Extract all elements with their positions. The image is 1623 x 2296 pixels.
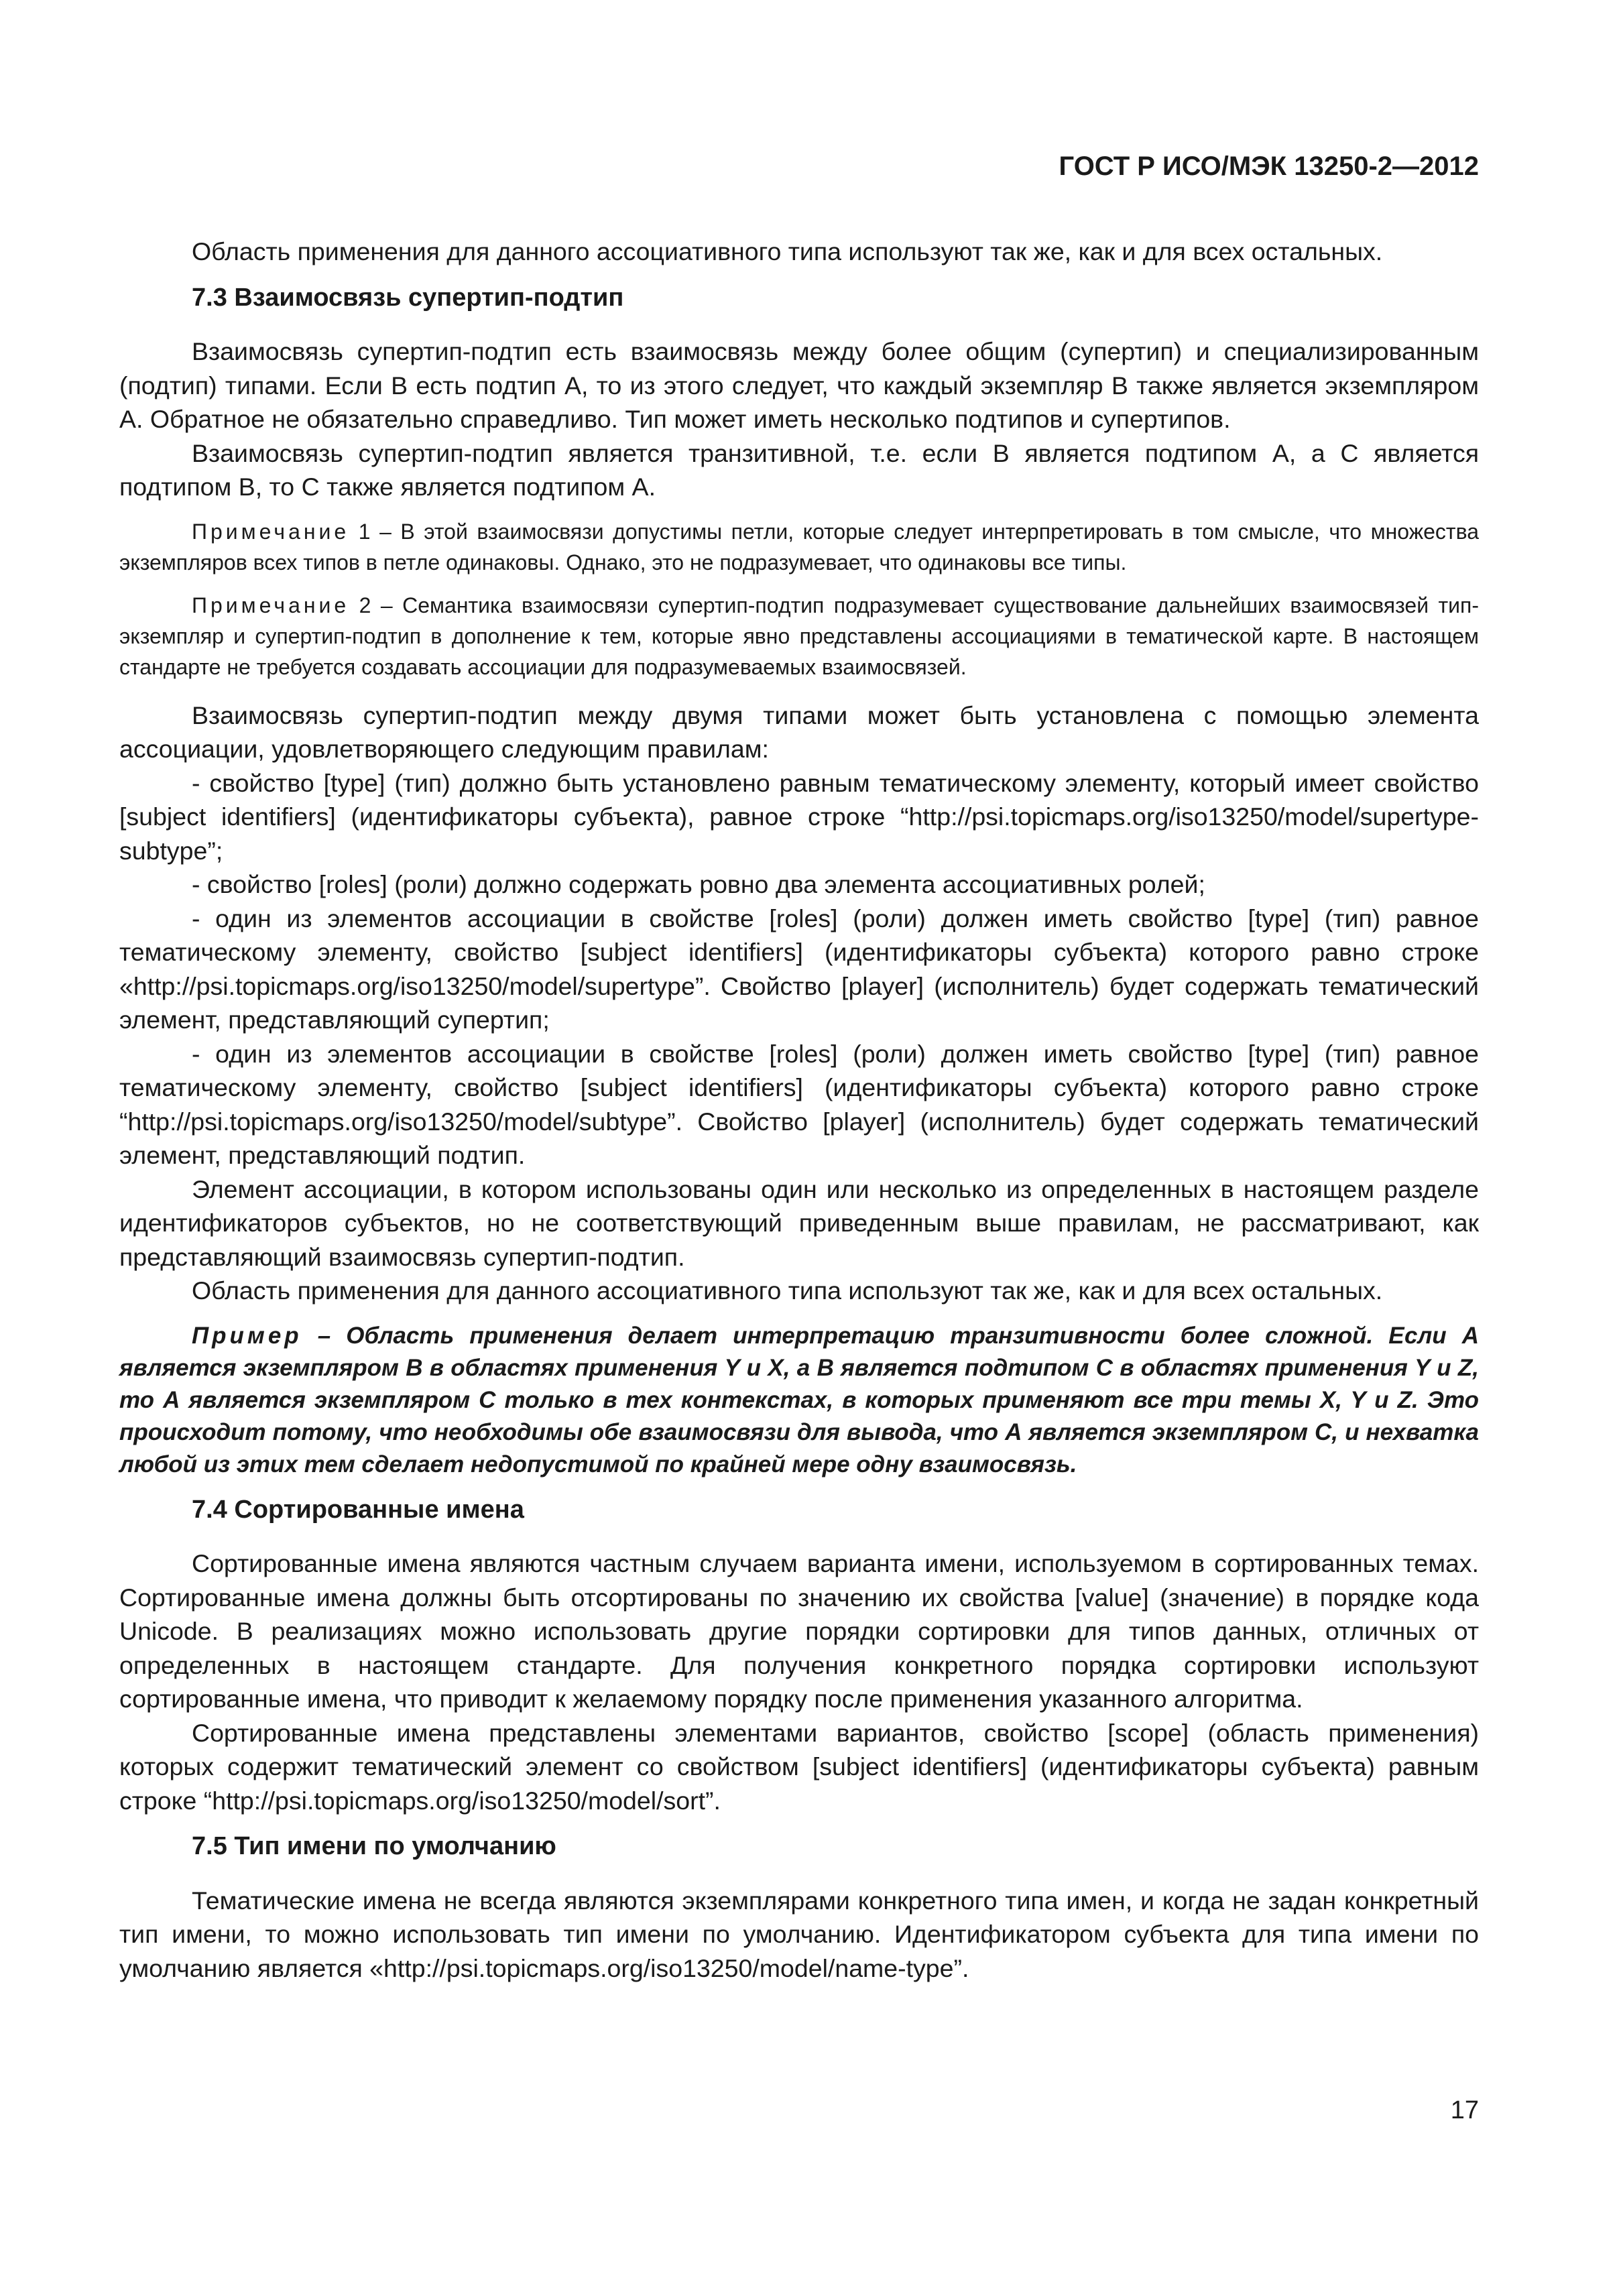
intro-paragraph: Область применения для данного ассоциативного типа используют так же, как и для всех остальных. bbox=[192, 237, 1383, 265]
section-7-5-title: 7.5 Тип имени по умолчанию bbox=[192, 1832, 556, 1860]
note-1-label: Примечание bbox=[192, 519, 350, 544]
s73-example bbox=[119, 1320, 1479, 1481]
s75-paragraph-1: Тематические имена не всегда являются экземплярами конкретного типа имен, и когда не задан конкретный тип имени, то можно использовать тип имени по умолчанию. Идентификатором субъекта для типа имени по умолчанию является «http://psi.topicmaps.org/iso13250/model/name-type”. bbox=[119, 1886, 1479, 1982]
s73-rule-3: - один из элементов ассоциации в свойстве [roles] (роли) должен иметь свойство [type] (тип) равное тематическому элементу, свойство [subject identifiers] (идентификаторы субъекта) которого равно строке «http://psi.topicmaps.org/iso13250/model/supertype”. Свойство [player] (исполнитель) будет содержать тематический элемент, представляющий супертип; bbox=[119, 904, 1479, 1034]
s73-paragraph-4: Элемент ассоциации, в котором использованы один или несколько из определенных в настоящем разделе идентификаторов субъектов, но не соответствующий приведенным выше правилам, не рассматривают, как представляющий взаимосвязь супертип-подтип. bbox=[119, 1174, 1479, 1271]
document-code-header: ГОСТ Р ИСО/МЭК 13250-2—2012 bbox=[1059, 152, 1479, 181]
example-label: Пример bbox=[192, 1322, 302, 1349]
section-7-3-title: 7.3 Взаимосвязь супертип-подтип bbox=[192, 283, 624, 312]
s73-paragraph-3: Взаимосвязь супертип-подтип между двумя типами может быть установлена с помощью элемента ассоциации, удовлетворяющего следующим правилам: bbox=[119, 701, 1479, 763]
note-2-text: 2 – Семантика взаимосвязи супертип-подтип подразумевает существование дальнейших взаимосвязей тип-экземпляр и супертип-подтип в дополнение к тем, которые явно представлены ассоциациями в тематической карте. В настоящем стандарте не требуется создавать ассоциации для подразумеваемых взаимосвязей. bbox=[119, 593, 1480, 679]
page-number: 17 bbox=[1450, 2096, 1479, 2124]
s73-paragraph-5: Область применения для данного ассоциативного типа используют так же, как и для всех остальных. bbox=[192, 1276, 1383, 1305]
section-7-4-title: 7.4 Сортированные имена bbox=[192, 1495, 524, 1524]
s74-paragraph-2: Сортированные имена представлены элементами вариантов, свойство [scope] (область применения) которых содержит тематический элемент со свойством [subject identifiers] (идентификаторы субъекта) равным строке “http://psi.topicmaps.org/iso13250/model/sort”. bbox=[119, 1718, 1479, 1815]
s74-paragraph-1: Сортированные имена являются частным случаем варианта имени, используемом в сортированных темах. Сортированные имена должны быть отсортированы по значению их свойства [value] (значение) в порядке кода Unicode. В реализациях можно использовать другие порядки сортировки для типов данных, отличных от определенных в настоящем стандарте. Для получения конкретного порядка сортировки используют сортированные имена, что приводит к желаемому порядку после применения указанного алгоритма. bbox=[119, 1549, 1479, 1713]
s73-rule-4: - один из элементов ассоциации в свойстве [roles] (роли) должен иметь свойство [type] (тип) равное тематическому элементу, свойство [subject identifiers] (идентификаторы субъекта) которого равно строке “http://psi.topicmaps.org/iso13250/model/subtype”. Свойство [player] (исполнитель) будет содержать тематический элемент, представляющий подтип. bbox=[119, 1039, 1479, 1169]
s73-rule-2: - свойство [roles] (роли) должно содержать ровно два элемента ассоциативных ролей; bbox=[192, 870, 1205, 898]
s73-note-2 bbox=[119, 590, 1479, 682]
example-text: – Область применения делает интерпретацию транзитивности более сложной. Если А является экземпляром В в областях применения Y и X, а В является подтипом С в областях применения Y и Z, то А является экземпляром С только в тех контекстах, в которых применяют все три темы X, Y и Z. Это происходит потому, что необходимы обе взаимосвязи для вывода, что А является экземпляром С, и нехватка любой из этих тем сделает недопустимой по крайней мере одну взаимосвязь. bbox=[119, 1322, 1479, 1477]
note-2-label: Примечание bbox=[192, 593, 350, 617]
s73-rule-1: - свойство [type] (тип) должно быть установлено равным тематическому элементу, который имеет свойство [subject identifiers] (идентификаторы субъекта), равное строке “http://psi.topicmaps.org/iso13250/model/supertype-subtype”; bbox=[119, 768, 1479, 865]
s73-paragraph-2: Взаимосвязь супертип-подтип является транзитивной, т.е. если В является подтипом А, а С является подтипом В, то С также является подтипом А. bbox=[119, 438, 1479, 501]
s73-paragraph-1: Взаимосвязь супертип-подтип есть взаимосвязь между более общим (супертип) и специализированным (подтип) типами. Если В есть подтип А, то из этого следует, что каждый экземпляр В также является экземпляром А. Обратное не обязательно справедливо. Тип может иметь несколько подтипов и супертипов. bbox=[119, 337, 1479, 433]
note-1-text: 1 – В этой взаимосвязи допустимы петли, которые следует интерпретировать в том смысле, что множества экземпляров всех типов в петле одинаковы. Однако, это не подразумевает, что одинаковы все типы. bbox=[119, 519, 1480, 575]
s73-note-1 bbox=[119, 516, 1479, 578]
page-content bbox=[119, 152, 1479, 1985]
